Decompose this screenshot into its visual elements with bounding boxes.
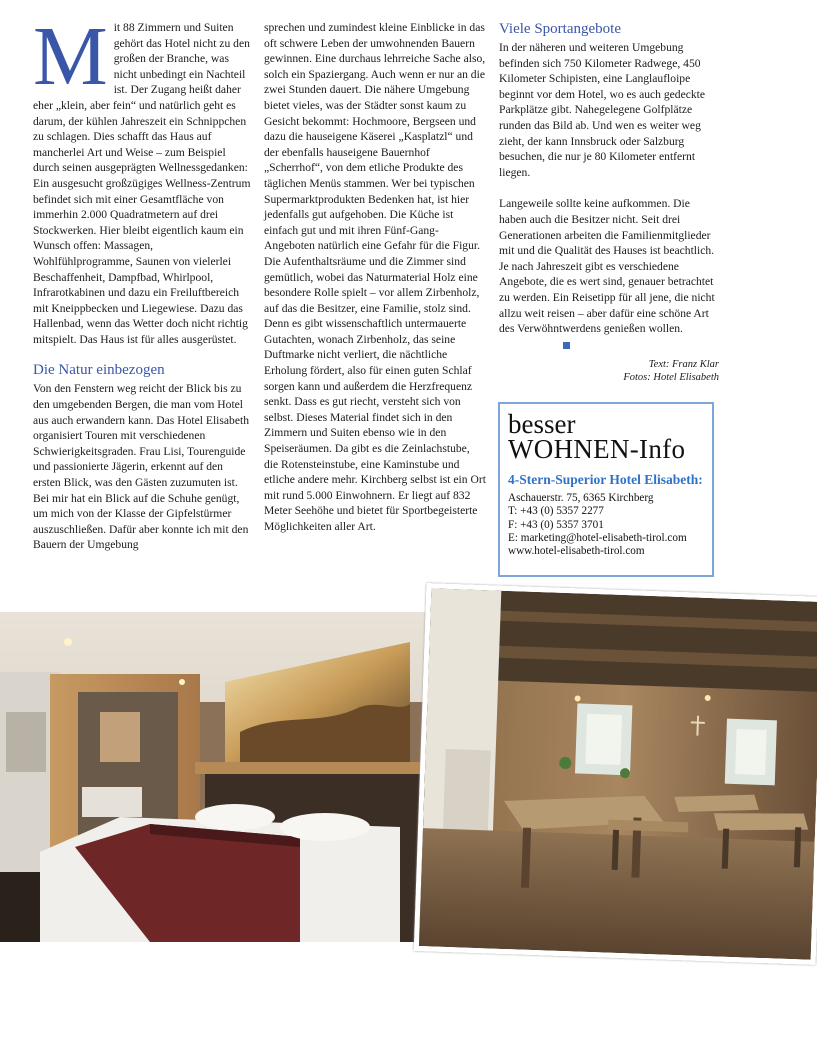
info-hotel-name: 4-Stern-Superior Hotel Elisabeth: [508, 472, 703, 487]
closing-paragraph: Langeweile sollte keine aufkommen. Die haben auch die Besitzer nicht. Seit drei Generationen arbeiten die Familienmitglieder mit und die Qualität des Hauses ist beachtlich. Je nach Jahreszeit gibt es verschiedene Angebote, die es wert sind, genauer betrachtet zu werden. Ein Reisetipp für all jene, die nicht allzu weit reisen – aber dafür eine schöne Art des Verwöhntwerdens genießen wollen. [499, 196, 719, 352]
info-brand-line-1: besser [508, 409, 576, 439]
hotel-room-photo [0, 612, 432, 942]
info-fax: F: +43 (0) 5357 3701 [508, 518, 604, 531]
drop-cap: M [33, 10, 108, 103]
article-column-2 [264, 20, 486, 535]
info-website[interactable]: www.hotel-elisabeth-tirol.com [508, 545, 645, 558]
info-phone: T: +43 (0) 5357 2277 [508, 505, 604, 518]
section-heading-sports: Viele Sportangebote [499, 21, 621, 37]
section-heading-nature: Die Natur einbezogen [33, 362, 165, 379]
end-mark-icon [563, 342, 570, 349]
article-column-1 [33, 10, 251, 553]
info-box [498, 402, 714, 577]
intro-text: it 88 Zimmern und Suiten gehört das Hotel nicht zu den großen der Branche, was nicht unbedingt ein Nachteil ist. Der Zugang heißt daher eher „klein, aber fein“ und natürlich geht es darum, der kühlen Jahreszeit ein Schnippchen zu schlagen. Dies schafft das Haus auf mancherlei Art und Weise – zum Beispiel durch seinen ausgeprägten Wellnessgedanken: Ein ausgesucht großzügiges Wellness-Zentrum befindet sich mit einer Gesamtfläche von immerhin 2.000 Quadratmetern auf drei Stockwerken. Hier bleibt eigentlich kaum ein Wunsch offen: Massagen, Wohlfühlprogramme, Saunen von vielerlei Beschaffenheit, Dampfbad, Whirlpool, Infrarotkabinen und dazu ein Freiluftbereich mit Kneippbecken und Liegewiese. Dazu das Hallenbad, wenn das Wetter doch nicht richtig mitspielt. Das Haus ist für alles ausgerüstet. [33, 21, 251, 346]
nature-paragraph: Von den Fenstern weg reicht der Blick bis zu den umgebenden Bergen, die man vom Hotel aus auch erwandern kann. Das Hotel Elisabeth organisiert Touren mit verschiedenen Schwierigkeitsgraden. Frau Lisi, Tourenguide und passionierte Jägerin, erkennt auf den ersten Blick, was den Gästen zuzumuten ist. Bei mir hat ein Blick auf die Schuhe genügt, um mich von der Klasse der Gipfelstürmer auszuschließen. Dafür aber konnte ich mit den Bauern der Umgebung [33, 382, 250, 552]
dining-room-photo [414, 583, 817, 965]
column-2-paragraph: sprechen und zumindest kleine Einblicke in das oft schwere Leben der umwohnenden Bauern gewinnen. Eine durchaus lehrreiche Sache also, solch ein Spaziergang. Auch wenn er nur an die zwei Stunden dauert. Die nähere Umgebung bietet vieles, was der Städter sonst kaum zu Gesicht bekommt: Hochmoore, Bergseen und dazu die hauseigene Käserei „Kasplatzl“ und der ebenfalls hauseigene Bauernhof „Scherrhof“, von dem etliche Produkte des täglichen Menüs stammen. Wer bei typischen Supermarktprodukten Bedenken hat, ist hier jedenfalls gut aufgehoben. Die Küche ist einfach gut und mit ihren Fünf-Gang-Angeboten natürlich eine Gefahr für die Figur. Die Aufenthaltsräume und die Zimmer sind gemütlich, wobei das Naturmaterial Holz eine besondere Rolle spielt – vor allem Zirbenholz, auf das die Besitzer, eine Familie, stolz sind. Denn es gibt wissenschaftlich untermauerte Gutachten, wonach Zirbenholz, das seine Duftmarke nicht verliert, die nächtliche Erholung fördert, also für einen guten Schlaf sorgen kann und außerdem die Herzfrequenz senkt. Dass es gut riecht, versteht sich von selbst. Dieses Material findet sich in den Zimmern und Suiten ebenso wie in den Speiseräumen. Da gibt es die Zeinlachstube, die Rotensteinstube, eine Kaminstube und etliche andere mehr. Kirchberg selbst ist ein Ort mit rund 5.000 Einwohnern. Er liegt auf 832 Meter Seehöhe und bietet für Sportbegeisterte Möglichkeiten aller Art. [264, 21, 486, 533]
credit-text: Text: Franz Klar [648, 359, 719, 371]
sports-paragraph: In der näheren und weiteren Umgebung befinden sich 750 Kilometer Radwege, 450 Kilometer Schipisten, eine Langlaufloipe beginnt vor dem Hotel, wo es auch gedeckte Parkplätze gibt. Nahegelegene Golfplätze runden das Bild ab. Und wen es weiter weg zieht, der kann Innsbruck oder Salzburg besuchen, die nur je 80 Kilometer entfernt liegen. [499, 41, 706, 179]
info-brand-line-2: WOHNEN-Info [508, 434, 686, 464]
info-address: Aschauerstr. 75, 6365 Kirchberg [508, 492, 654, 504]
credit-photos: Fotos: Hotel Elisabeth [623, 372, 719, 384]
article-column-3 [499, 20, 719, 384]
credits [499, 358, 719, 384]
info-email[interactable]: E: marketing@hotel-elisabeth-tirol.com [508, 531, 687, 544]
intro-paragraph [33, 10, 251, 347]
